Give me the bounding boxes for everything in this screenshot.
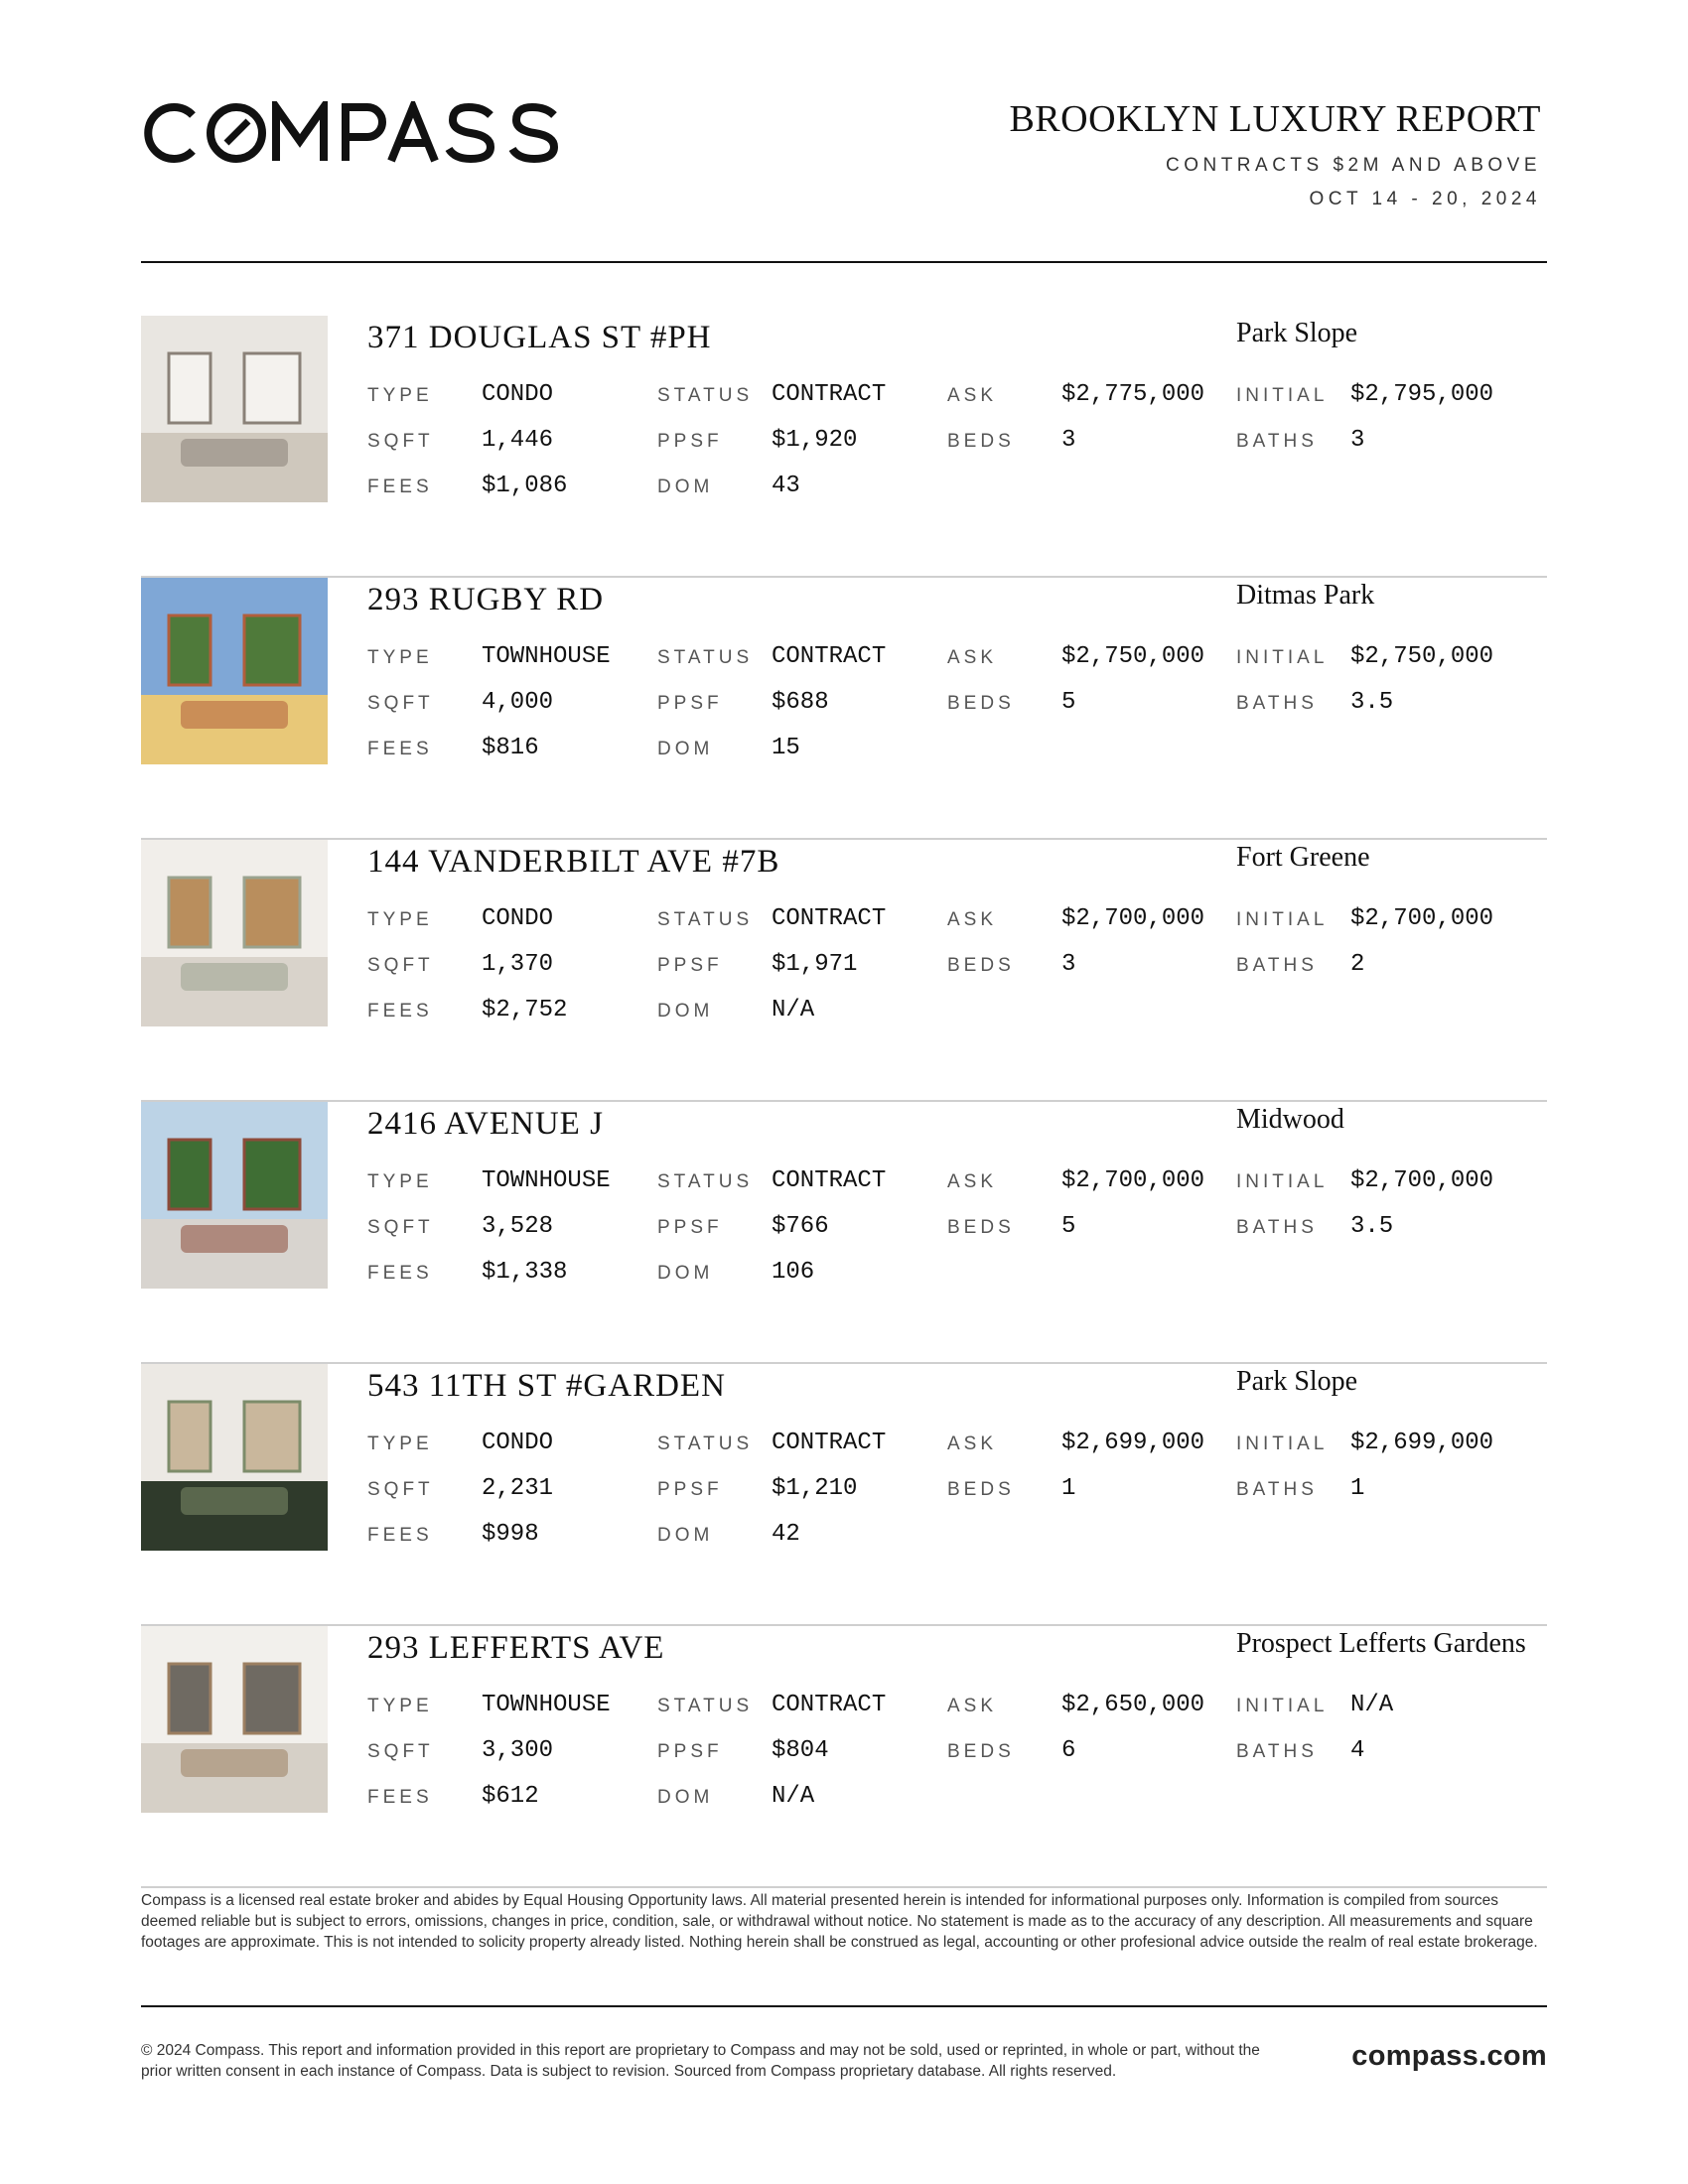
ask-label: ASK — [947, 647, 998, 668]
beds-value: 3 — [1061, 427, 1076, 454]
type-label: TYPE — [367, 1171, 433, 1192]
dom-value: 106 — [772, 1259, 815, 1286]
property-address: 543 11TH ST #GARDEN — [367, 1368, 726, 1404]
beds-label: BEDS — [947, 431, 1015, 452]
sqft-value: 2,231 — [482, 1475, 554, 1502]
ppsf-value: $766 — [772, 1213, 829, 1240]
copyright-text: © 2024 Compass. This report and information provided in this report are proprietary to Compass and may not be sold, used or reprinted, in whole or part, without the prior written consent in each instance of Compass. Data is subject to revision. Sourced from Compass proprietary database. All rights reserved. — [141, 2042, 1260, 2080]
listing-row — [141, 1102, 1547, 1364]
beds-value: 1 — [1061, 1475, 1076, 1502]
initial-label: INITIAL — [1236, 909, 1329, 930]
type-value: TOWNHOUSE — [482, 643, 611, 670]
fees-label: FEES — [367, 739, 433, 759]
listing-row — [141, 1364, 1547, 1626]
website-link[interactable]: compass.com — [1351, 2040, 1547, 2072]
baths-label: BATHS — [1236, 431, 1318, 452]
initial-value: $2,750,000 — [1350, 643, 1494, 670]
neighborhood: Midwood — [1236, 1104, 1344, 1135]
dom-value: N/A — [772, 997, 815, 1024]
baths-value: 3.5 — [1350, 689, 1394, 716]
property-address: 293 LEFFERTS AVE — [367, 1630, 665, 1666]
property-address: 2416 AVENUE J — [367, 1106, 604, 1142]
dom-value: 15 — [772, 735, 800, 761]
status-value: CONTRACT — [772, 1692, 887, 1718]
listing-row — [141, 316, 1547, 578]
status-label: STATUS — [657, 1433, 754, 1454]
beds-label: BEDS — [947, 1479, 1015, 1500]
fees-value: $1,338 — [482, 1259, 568, 1286]
sqft-value: 3,528 — [482, 1213, 554, 1240]
sqft-label: SQFT — [367, 693, 434, 714]
sqft-value: 3,300 — [482, 1737, 554, 1764]
baths-value: 3 — [1350, 427, 1365, 454]
dom-value: 42 — [772, 1521, 800, 1548]
ppsf-value: $1,971 — [772, 951, 858, 978]
sqft-label: SQFT — [367, 955, 434, 976]
beds-label: BEDS — [947, 955, 1015, 976]
ask-value: $2,650,000 — [1061, 1692, 1205, 1718]
status-value: CONTRACT — [772, 1167, 887, 1194]
beds-value: 6 — [1061, 1737, 1076, 1764]
initial-value: $2,795,000 — [1350, 381, 1494, 408]
property-photo — [141, 1626, 328, 1813]
fees-value: $2,752 — [482, 997, 568, 1024]
dom-label: DOM — [657, 1263, 714, 1284]
type-value: CONDO — [482, 905, 554, 932]
initial-value: $2,700,000 — [1350, 905, 1494, 932]
initial-label: INITIAL — [1236, 647, 1329, 668]
status-label: STATUS — [657, 1171, 754, 1192]
neighborhood: Ditmas Park — [1236, 580, 1375, 611]
initial-label: INITIAL — [1236, 385, 1329, 406]
ppsf-value: $804 — [772, 1737, 829, 1764]
report-date-range: OCT 14 - 20, 2024 — [1309, 189, 1541, 209]
initial-label: INITIAL — [1236, 1433, 1329, 1454]
type-label: TYPE — [367, 1696, 433, 1716]
dom-label: DOM — [657, 1525, 714, 1546]
beds-label: BEDS — [947, 1741, 1015, 1762]
baths-label: BATHS — [1236, 1479, 1318, 1500]
ppsf-value: $1,920 — [772, 427, 858, 454]
baths-value: 1 — [1350, 1475, 1365, 1502]
type-value: TOWNHOUSE — [482, 1167, 611, 1194]
fees-label: FEES — [367, 1787, 433, 1808]
ask-value: $2,775,000 — [1061, 381, 1205, 408]
baths-label: BATHS — [1236, 693, 1318, 714]
fees-value: $1,086 — [482, 473, 568, 499]
baths-label: BATHS — [1236, 955, 1318, 976]
ask-value: $2,700,000 — [1061, 905, 1205, 932]
dom-label: DOM — [657, 1001, 714, 1022]
property-photo — [141, 578, 328, 764]
fees-label: FEES — [367, 477, 433, 497]
initial-label: INITIAL — [1236, 1696, 1329, 1716]
fees-value: $998 — [482, 1521, 539, 1548]
initial-label: INITIAL — [1236, 1171, 1329, 1192]
fees-value: $612 — [482, 1783, 539, 1810]
initial-value: $2,699,000 — [1350, 1430, 1494, 1456]
sqft-label: SQFT — [367, 1217, 434, 1238]
ppsf-label: PPSF — [657, 1741, 723, 1762]
baths-value: 2 — [1350, 951, 1365, 978]
dom-value: 43 — [772, 473, 800, 499]
beds-value: 5 — [1061, 689, 1076, 716]
beds-value: 5 — [1061, 1213, 1076, 1240]
fees-label: FEES — [367, 1525, 433, 1546]
type-label: TYPE — [367, 385, 433, 406]
sqft-value: 4,000 — [482, 689, 554, 716]
beds-label: BEDS — [947, 693, 1015, 714]
report-heading — [1009, 97, 1541, 210]
dom-value: N/A — [772, 1783, 815, 1810]
sqft-label: SQFT — [367, 431, 434, 452]
type-label: TYPE — [367, 647, 433, 668]
ask-label: ASK — [947, 1696, 998, 1716]
type-value: TOWNHOUSE — [482, 1692, 611, 1718]
ask-value: $2,750,000 — [1061, 643, 1205, 670]
neighborhood: Prospect Lefferts Gardens — [1236, 1628, 1526, 1659]
ppsf-label: PPSF — [657, 1479, 723, 1500]
compass-logo — [141, 101, 568, 165]
baths-label: BATHS — [1236, 1741, 1318, 1762]
ask-label: ASK — [947, 385, 998, 406]
neighborhood: Park Slope — [1236, 318, 1358, 348]
report-title: BROOKLYN LUXURY REPORT — [1009, 98, 1541, 140]
neighborhood: Park Slope — [1236, 1366, 1358, 1397]
listing-row — [141, 840, 1547, 1102]
status-label: STATUS — [657, 1696, 754, 1716]
fees-value: $816 — [482, 735, 539, 761]
dom-label: DOM — [657, 477, 714, 497]
ask-label: ASK — [947, 909, 998, 930]
ask-label: ASK — [947, 1171, 998, 1192]
ppsf-label: PPSF — [657, 693, 723, 714]
ask-value: $2,700,000 — [1061, 1167, 1205, 1194]
sqft-label: SQFT — [367, 1479, 434, 1500]
row-divider — [141, 1886, 1547, 1888]
header-divider — [141, 261, 1547, 263]
sqft-label: SQFT — [367, 1741, 434, 1762]
ask-label: ASK — [947, 1433, 998, 1454]
status-value: CONTRACT — [772, 1430, 887, 1456]
sqft-value: 1,370 — [482, 951, 554, 978]
beds-value: 3 — [1061, 951, 1076, 978]
type-label: TYPE — [367, 909, 433, 930]
listing-row — [141, 1626, 1547, 1888]
property-address: 293 RUGBY RD — [367, 582, 605, 617]
property-photo — [141, 840, 328, 1026]
beds-label: BEDS — [947, 1217, 1015, 1238]
dom-label: DOM — [657, 739, 714, 759]
type-value: CONDO — [482, 381, 554, 408]
disclaimer-text: Compass is a licensed real estate broker and abides by Equal Housing Opportunity laws. All material presented herein is intended for informational purposes only. Information is compiled from sources deemed reliable but is subject to errors, omissions, changes in price, condition, sale, or withdrawal without notice. No statement is made as to the accuracy of any description. All measurements and square footages are approximate. This is not intended to solicity property already listed. Nothing herein shall be construed as legal, accounting or other profesional advice outside the realm of real estate brokerage. — [141, 1892, 1538, 1951]
listing-row — [141, 578, 1547, 840]
ppsf-value: $688 — [772, 689, 829, 716]
type-value: CONDO — [482, 1430, 554, 1456]
status-label: STATUS — [657, 385, 754, 406]
status-label: STATUS — [657, 909, 754, 930]
status-value: CONTRACT — [772, 643, 887, 670]
property-photo — [141, 316, 328, 502]
fees-label: FEES — [367, 1001, 433, 1022]
property-address: 144 VANDERBILT AVE #7B — [367, 844, 780, 880]
footer-divider — [141, 2005, 1547, 2007]
sqft-value: 1,446 — [482, 427, 554, 454]
baths-value: 3.5 — [1350, 1213, 1394, 1240]
baths-value: 4 — [1350, 1737, 1365, 1764]
initial-value: $2,700,000 — [1350, 1167, 1494, 1194]
ppsf-value: $1,210 — [772, 1475, 858, 1502]
ppsf-label: PPSF — [657, 955, 723, 976]
property-photo — [141, 1364, 328, 1551]
type-label: TYPE — [367, 1433, 433, 1454]
ask-value: $2,699,000 — [1061, 1430, 1205, 1456]
fees-label: FEES — [367, 1263, 433, 1284]
status-value: CONTRACT — [772, 381, 887, 408]
initial-value: N/A — [1350, 1692, 1394, 1718]
neighborhood: Fort Greene — [1236, 842, 1370, 873]
status-value: CONTRACT — [772, 905, 887, 932]
baths-label: BATHS — [1236, 1217, 1318, 1238]
ppsf-label: PPSF — [657, 431, 723, 452]
ppsf-label: PPSF — [657, 1217, 723, 1238]
report-subtitle: CONTRACTS $2M AND ABOVE — [1165, 155, 1541, 176]
property-address: 371 DOUGLAS ST #PH — [367, 320, 712, 355]
property-photo — [141, 1102, 328, 1289]
status-label: STATUS — [657, 647, 754, 668]
dom-label: DOM — [657, 1787, 714, 1808]
